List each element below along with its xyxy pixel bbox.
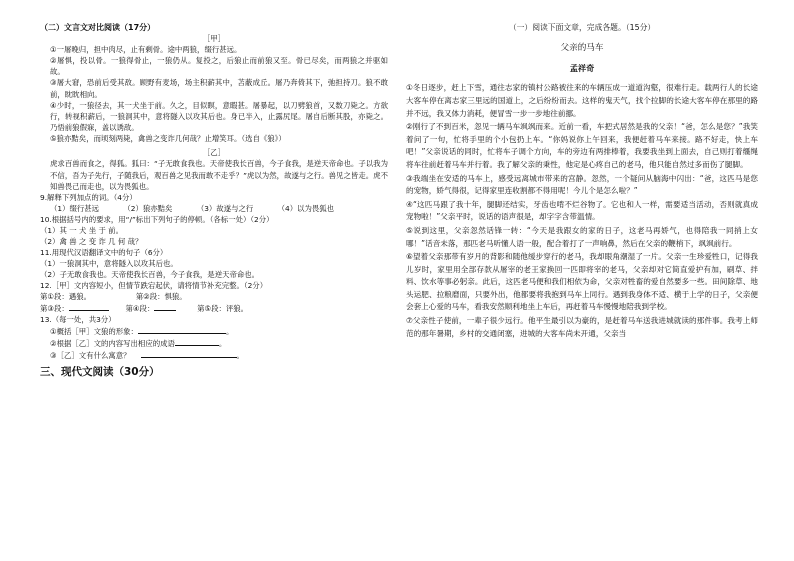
- article-para-4: ④“这匹马跟了我十年，腿脚还结实，牙齿也啃不烂谷物了。它也和人一样，需要适当活动，否则就真成宠物啦！”父亲平时，说话的语声很是，却字字含带温情。: [406, 199, 758, 222]
- passage-yi-label: ［乙］: [202, 148, 226, 158]
- q12-para4: 第④段：: [125, 304, 155, 314]
- article-para-6: ⑥望着父亲那带有岁月的背影和随他缓步穿行的老马，我却眼角潮湿了一片。父亲一生珍爱牲口，记得我儿岁时，家里用全部存款从屠宰的老王家换回一匹即将宰的老马，父亲却对它简直爱护有加，刷草、拌料、饮水等事必躬亲。此后，这匹老马便和我们相依为命，父亲对牲畜的爱自然要多一些。田间除草、地头运肥、拉粮磨面，只要外出，他都要将我抱到马车上同行。遇到我身体不适、横于上学的日子，父亲便会套上心爱的马车，看我安然顺利地坐上车后，再赶着马车慢慢地陪我到学校。: [406, 252, 758, 312]
- q13-item-3: ③［乙］文有什么寓意？ 。: [50, 351, 244, 361]
- article-author: 孟祥奇: [569, 63, 595, 74]
- q12-blank-3[interactable]: [69, 302, 109, 311]
- q10-item-2: （2）禽 兽 之 变 诈 几 何 哉？: [40, 237, 143, 247]
- q9-option-3: （3）故遂与之行: [196, 204, 254, 214]
- q13-blank-1[interactable]: [138, 325, 226, 334]
- question-10: 10.根据括号内的要求，用“/”标出下列句子的停顿。（各标一处）（2分）: [40, 215, 274, 225]
- q12-para3: 第③段：: [40, 304, 69, 314]
- jia-para-2: ②屠惧，投以骨。一狼得骨止，一狼仍从。复投之，后狼止而前狼又至。骨已尽矣，而两狼之并驱如故。: [50, 56, 388, 77]
- q13-item-3-text: ③［乙］文有什么寓意？: [50, 351, 131, 361]
- right-column: [406, 22, 758, 341]
- question-11: 11.用现代汉语翻译文中的句子（6分）: [40, 248, 168, 258]
- jia-para-5: ⑤狼亦黠矣，而顷刻两毙，禽兽之变诈几何哉？止增笑耳。（选自《狼》）: [50, 134, 286, 144]
- question-13: 13.（每一处，共3分）: [40, 315, 116, 325]
- q13-item-1-text: ①概括［甲］文狼的形象：: [50, 327, 138, 337]
- article-para-3: ③我端坐在安适的马车上，感受远离城市带来的宫静。忽然，一个疑问从脑海中闪出：“爸，这匹马是您的宠物，娇气得很，记得家里连收割都不得用呢！今儿个是怎么啦？”: [406, 173, 758, 196]
- q9-option-4: （4）以为畏狐也: [277, 204, 335, 214]
- q12-line-2: [40, 302, 388, 314]
- article-title: 父亲的马车: [560, 42, 604, 53]
- q12-para2: 第②段：惧狼。: [135, 292, 187, 302]
- reading-instruction: （一）阅读下面文章，完成各题。（15分）: [508, 23, 656, 32]
- article-para-7: ⑦父亲性子使前，一辈子很少远行。他平生最引以为豪的，是赶着马车送我进城就读的那件事。我考上师范的那年暑期，乡村的交通闭塞，进城的大客车尚未开通，父亲当: [406, 316, 758, 338]
- q12-line-1: [40, 291, 388, 302]
- q13-blank-2[interactable]: [175, 337, 219, 346]
- q13-blank-3[interactable]: [141, 349, 237, 358]
- q11-item-2: （2）子无敢食我也。天帝使我长百兽，今子食我，是逆天帝命也。: [40, 270, 260, 280]
- q9-option-1: （1）缀行甚远: [50, 204, 100, 214]
- yi-para: 虎求百兽而食之，得狐。狐曰：“子无敢食我也。天帝使我长百兽，今子食我，是逆天帝命也。子以我为不信，吾为子先行，子随我后，观百兽之见我而敢不走乎？”虎以为然，故遂与之行。兽见之皆走。虎不知兽畏己而走也，以为畏狐也。: [50, 159, 388, 191]
- q13-item-2: ②根据［乙］文的内容写出相应的成语 。: [50, 339, 227, 349]
- q9-option-2: （2）狼亦黠矣: [123, 204, 173, 214]
- question-9: 9.解释下列加点的词。（4分）: [40, 193, 137, 203]
- section-title-modern: 三、现代文阅读（30分）: [40, 366, 160, 379]
- article-para-1: ①冬日逐步，赶上下雪，通往志家的镇村公路被往来的车辆压成一道道沟壑，很难行走。载两行人的长途大客车停在离志家三里远的国道上，之后纷纷而去。这样的鬼天气，找个拉脚的长途大客车停在那里的路并不远，我又体力消耗，便冒雪一步一步地往前挪。: [406, 83, 758, 118]
- q10-item-1: （1）其 一 犬 坐 于 前。: [40, 226, 123, 236]
- article-para-5: ⑤说到这里，父亲忽然话锋一转：“今天是我跟女的家的日子，这老马再娇气，也得陪我一同捎上女哪！”话音未落，那匹老马听懂人语一般，配合着打了一声响鼻，然后在父亲的鞭梢下，飒飒前行。: [406, 225, 758, 248]
- question-12: 12.［甲］文内容短小，但情节跌宕起伏，请将情节补充完整。（2分）: [40, 281, 268, 291]
- section-title-classical: （二）文言文对比阅读（17分）: [40, 23, 156, 32]
- q12-para1: 第①段：遇狼。: [40, 292, 91, 302]
- passage-jia-label: ［甲］: [202, 34, 226, 43]
- jia-para-3: ③屠大窘，恐前后受其敌。顾野有麦场，场主积薪其中，苫蔽成丘。屠乃奔倚其下，弛担持刀。狼不敢前，眈眈相向。: [50, 78, 388, 99]
- question-9-options: [40, 203, 388, 214]
- q13-item-1: ①概括［甲］文狼的形象： 。: [50, 327, 234, 337]
- q12-blank-4[interactable]: [154, 302, 176, 311]
- q13-item-2-text: ②根据［乙］文的内容写出相应的成语: [50, 339, 175, 349]
- jia-para-1: ①一屠晚归，担中肉尽，止有剩骨。途中两狼，缀行甚远。: [50, 45, 242, 54]
- q12-para5: 第⑤段：评狼。: [197, 304, 249, 314]
- jia-para-4: ④少时，一狼径去，其一犬坐于前。久之，目似瞑，意暇甚。屠暴起，以刀劈狼首，又数刀毙之。方欲行，转视积薪后，一狼洞其中，意将隧入以攻其后也。身已半入，止露尻尾。屠自后断其股，亦毙之。乃悟前狼假寐，盖以诱敌。: [50, 100, 388, 133]
- left-column: [40, 22, 388, 390]
- q11-item-1: （1）一狼洞其中，意将隧入以攻其后也。: [40, 259, 178, 269]
- article-para-2: ②刚行了不到百米，忽见一辆马车飒飒而来。近前一看，车把式居然是我的父亲！“爸，怎么是您？”我笑着问了一句，忙将手里的个小包扔上车。“你妈说你上午回来，我便赶着马车来接。路不好走，快上车吧！”父亲说话的同时，忙将车子调个方向，车的旁边有两排棒着，我要我坐到上面去，自己则打着缰绳将车往前赶着马车并行着。我了解父亲的秉性，他定是心疼自己的老马，他只能自然过多而伤了腿脚。: [406, 122, 758, 169]
